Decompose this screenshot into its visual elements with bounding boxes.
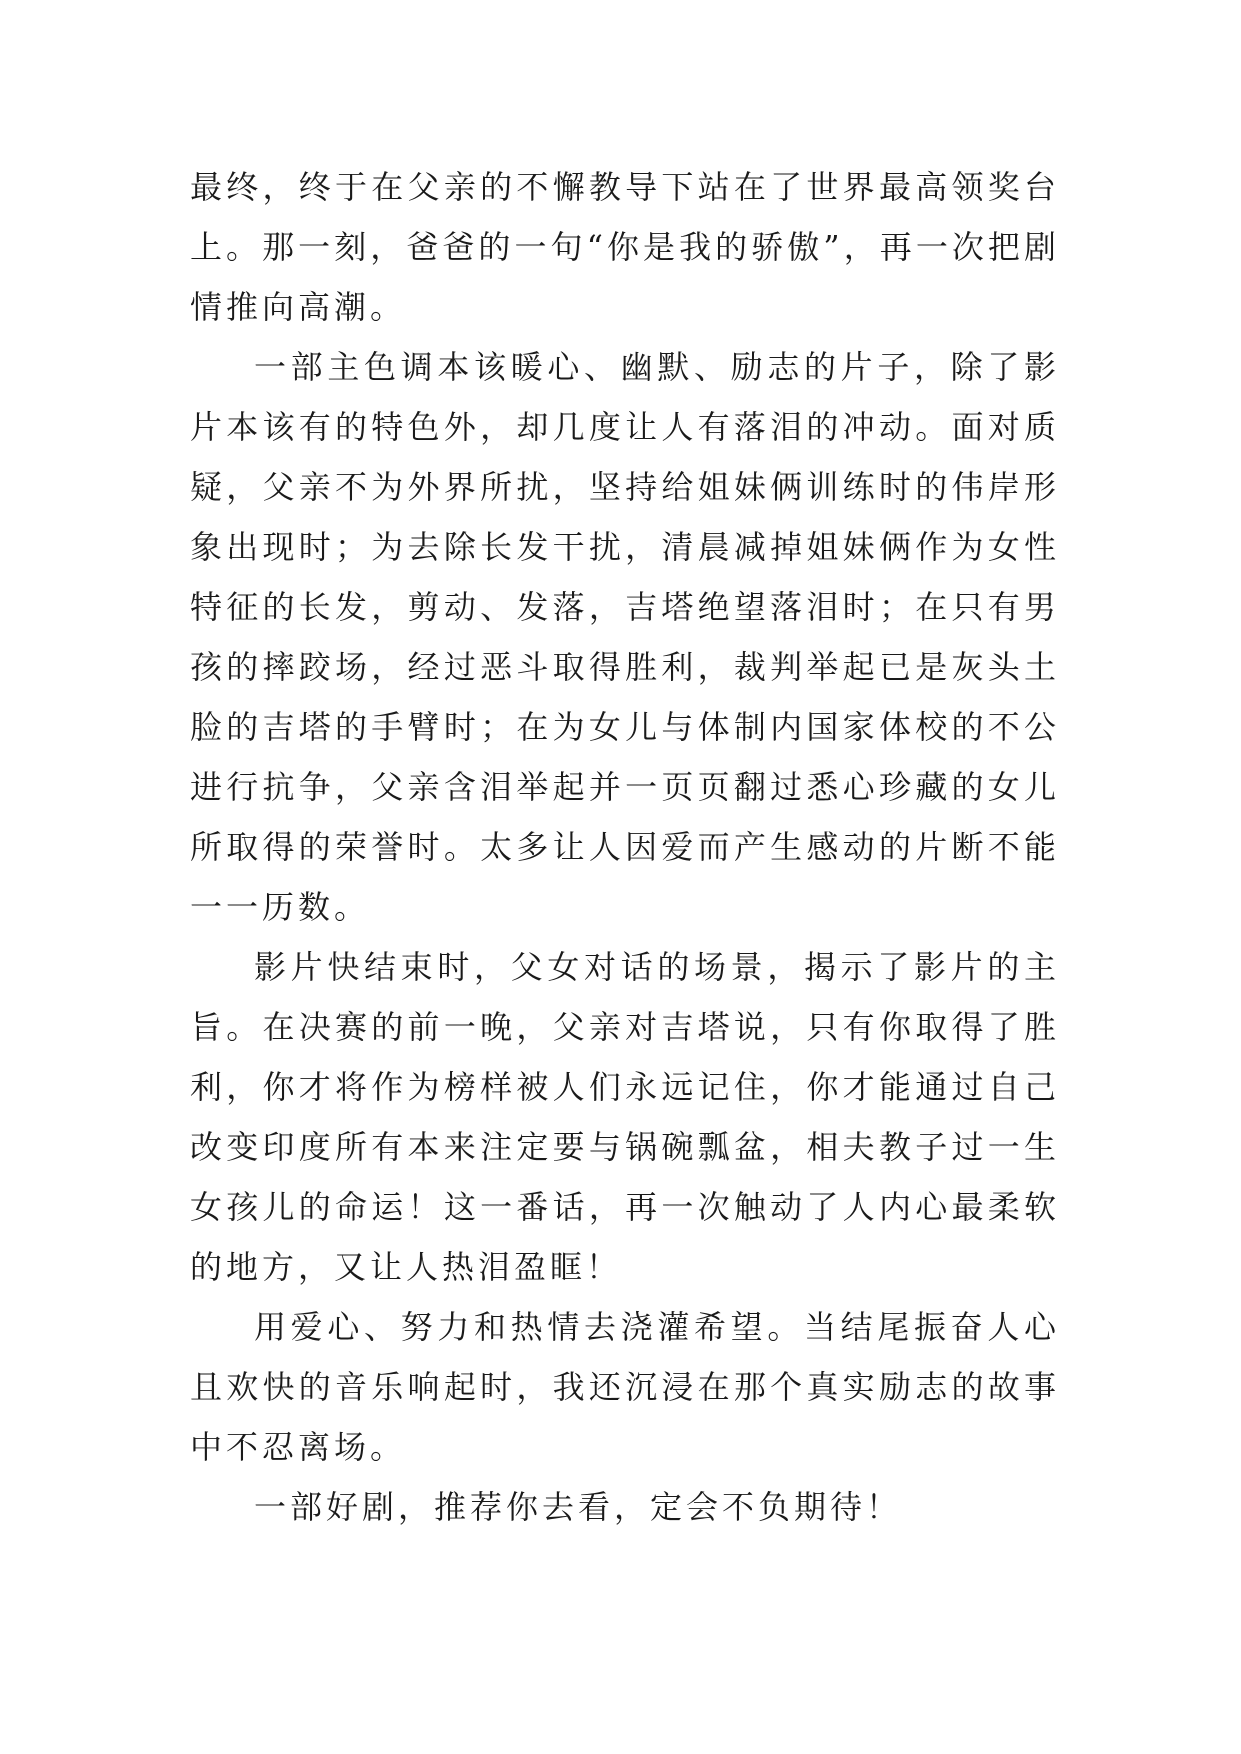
paragraph-3: 影片快结束时，父女对话的场景，揭示了影片的主旨。在决赛的前一晚，父亲对吉塔说，只有你取得了胜利，你才将作为榜样被人们永远记住，你才能通过自己改变印度所有本来注定要与锅碗瓢盆，相夫教子过一生女孩儿的命运！这一番话，再一次触动了人内心最柔软的地方，又让人热泪盈眶！ xyxy=(190,948,1060,1286)
paragraph-5: 一部好剧，推荐你去看，定会不负期待！ xyxy=(254,1488,903,1526)
paragraph-2: 一部主色调本该暖心、幽默、励志的片子，除了影片本该有的特色外，却几度让人有落泪的冲动。面对质疑，父亲不为外界所扰，坚持给姐妹俩训练时的伟岸形象出现时；为去除长发干扰，清晨减掉姐妹俩作为女性特征的长发，剪动、发落，吉塔绝望落泪时；在只有男孩的摔跤场，经过恶斗取得胜利，裁判举起已是灰头土脸的吉塔的手臂时；在为女儿与体制内国家体校的不公进行抗争，父亲含泪举起并一页页翻过悉心珍藏的女儿所取得的荣誉时。太多让人因爱而产生感动的片断不能一一历数。 xyxy=(190,348,1060,926)
document-body xyxy=(190,157,1060,1537)
paragraph-1: 最终，终于在父亲的不懈教导下站在了世界最高领奖台上。那一刻，爸爸的一句“你是我的骄傲”，再一次把剧情推向高潮。 xyxy=(190,168,1060,326)
paragraph-4: 用爱心、努力和热情去浇灌希望。当结尾振奋人心且欢快的音乐响起时，我还沉浸在那个真实励志的故事中不忍离场。 xyxy=(190,1308,1060,1466)
